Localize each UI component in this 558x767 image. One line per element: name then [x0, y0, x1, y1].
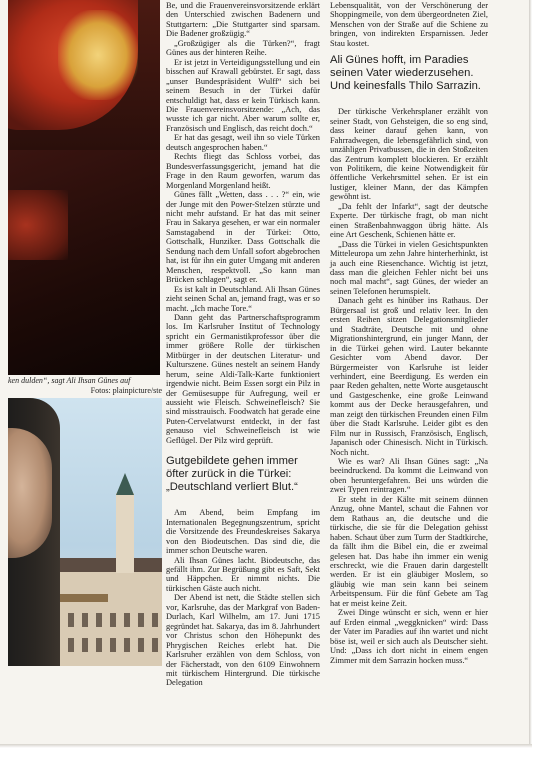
photo-window	[138, 613, 144, 627]
paragraph: Der türkische Verkehrsplaner erzählt von seiner Stadt, von Gehsteigen, die so eng sind, dass keiner darauf gehen kann, von Fahrradwegen, die lebensgefährlich sind, von unzähligen Privatbussen, die in den Stoßzeiten das Zentrum komplett blockieren. Er erzählt von Politikern, die keine Notwendigkeit für öffentliche Verkehrsmittel sehen. Er ist ein lustiger, kleiner Mann, der das Kämpfen gewöhnt ist.	[330, 107, 488, 202]
photo-red-glow	[8, 190, 68, 260]
paragraph: Er ist jetzt in Verteidigungsstellung und ein bisschen auf Krawall gebürstet. Er sagt, dass „unser Bundespräsident Wulff“ sich bei seinem Besuch in der Türkei dafür entschuldigt hat, dass er kein Türkisch kann. Die Frauenvereinsvorsitzende: „Ach, das wusste ich gar nicht. Aber warum sollte er, Französisch und Englisch, das reicht doch.“	[166, 57, 320, 133]
photo-window	[124, 638, 130, 652]
paragraph: Lebensqualität, von der Verschönerung der Shoppingmeile, von dem übergeordneten Ziel, Menschen von der Straße auf die Schiene zu bringen, von indirekten Ersparnissen. Jeder Stau kostet.	[330, 1, 488, 48]
photo-window	[68, 613, 74, 627]
photo-caption	[8, 376, 162, 398]
paragraph: Danach geht es hinüber ins Rathaus. Der Bürgersaal ist groß und relativ leer. In den ersten Reihen sitzen Delegationsmitglieder und Stadträte, Deutsche mit und ohne Migrationshintergrund, ein junger Mann, der in die Türkei gehen wird. Lauter bekannte Gesichter vom Abend davor. Der Bürgermeister von Karlsruhe ist leider verhindert, eine Beerdigung. Es werden ein paar Reden gehalten, nette Worte ausgetauscht und Gastgeschenke, eine große Leinwand kommt aus der Decke herausgefahren, und man zeigt den türkischen Freunden einen Film über die Stadt Karlsruhe. Leider gibt es den Film nur in Russisch, Französisch, Englisch, Japanisch oder Chinesisch. Nicht in Türkisch. Noch nicht.	[330, 296, 488, 457]
photo-window	[96, 638, 102, 652]
paragraph: „Dass die Türkei in vielen Gesichtspunkten Mitteleuropa um zehn Jahre hinterherhinkt, ist ja auch eine Riesenchance. Wichtig ist jetzt, dass man die gleichen Fehler nicht bei uns noch mal macht“, sagt Günes, der wieder an seinen Telefonen herumspielt.	[330, 239, 488, 296]
photo-top	[8, 0, 160, 375]
paragraph: Be, und die Frauenvereinsvorsitzende erklärt den Unterschied zwischen Badenern und Stuttgartern: „Die Stuttgarter sind sparsam. Die Badener großzügig.“	[166, 1, 320, 39]
paragraph: Der Abend ist nett, die Städte stellen sich vor, Karlsruhe, das der Markgraf von Baden-Durlach, Karl Wilhelm, am 17. Juni 1715 gegründet hat. Sakarya, das im 8. Jahrhundert vor Christus schon den Höhepunkt des Phrygischen Reiches erlebt hat. Die Karlsruher erzählen von dem Schloss, von der Fächerstadt, von den 6109 Einwohnern mit türkischem Hintergrund. Die türkische Delegation	[166, 593, 320, 688]
paragraph: „Großzügiger als die Türken?“, fragt Günes aus der hinteren Reihe.	[166, 38, 320, 58]
photo-window	[152, 613, 158, 627]
photo-window	[124, 613, 130, 627]
article-column-2	[166, 1, 320, 688]
photo-window	[138, 638, 144, 652]
paragraph: Günes fällt „Wetten, dass . . . ?“ ein, wie der Junge mit den Power-Stelzen stürzte und nicht mehr aufstand. Er hat das mit seiner Frau in Sakarya gesehen, er war ein normaler Samstagabend in der Türkei: Otto, Gottschalk, Hunziker. Dass Gottschalk die Sendung nach dem Unfall sofort abgebrochen hat, ist für ihn ein guter Umgang mit anderen Menschen, respektvoll. „So kann man Brücken schlagen“, sagt er.	[166, 190, 320, 285]
paragraph: Es ist kalt in Deutschland. Ali Ihsan Günes zieht seinen Schal an, jemand fragt, was er so macht. „Ich mache Tore.“	[166, 284, 320, 313]
paragraph: Er hat das gesagt, weil ihn so viele Türken deutsch angesprochen haben.“	[166, 133, 320, 152]
photo-window	[110, 613, 116, 627]
photo-window	[82, 613, 88, 627]
paragraph: Zwei Dinge wünscht er sich, wenn er hier auf Erden einmal „weggknicken“ wird: Dass der Vater im Paradies auf ihn wartet und nicht böse ist, weil er sich auch als Deutscher sieht. Und: „Dass ich dort nicht in einem engen Zimmer mit dem Sarrazin hocken muss.“	[330, 608, 488, 665]
subheading: Gutgebildete gehen immer öfter zurück in die Türkei: „Deutschland verliert Blut.“	[166, 455, 298, 494]
photo-sign	[54, 594, 108, 602]
photo-window	[82, 638, 88, 652]
subheading: Ali Günes hofft, im Paradies seinen Vater wiederzusehen. Und keinesfalls Thilo Sarrazin.	[330, 54, 481, 93]
photo-window	[110, 638, 116, 652]
photo-man-face	[8, 428, 52, 558]
photo-spire	[116, 473, 134, 495]
photo-tower	[116, 493, 134, 573]
photo-window	[152, 638, 158, 652]
paragraph: Wie es war? Ali Ihsan Günes sagt: „Na beeindruckend. Da kommt die Leinwand von oben heruntergefahren. Bei uns würden die zwei Typen reintragen.“	[330, 457, 488, 495]
photo-dark-area	[8, 150, 160, 375]
caption-text: ken dulden“, sagt Ali Ihsan Günes auf	[8, 376, 131, 385]
photo-building	[48, 568, 162, 666]
photo-light-flare	[58, 10, 138, 100]
photo-window	[96, 613, 102, 627]
paragraph: Dann geht das Partnerschaftsprogramm los. Im Karlsruher Institut of Technology spricht ein Germanistikprofessor über die immer größere Rolle der türkischen Mitbürger in der deutschen Literatur- und Kulturszene. Günes nestelt an seinem Handy herum, seine Aldi-Talk-Karte funktioniert irgendwie nicht. Beim Essen sorgt ein Pilz in der Gemüsesuppe für Aufregung, weil er aussieht wie Fleisch. Schweinefleisch? Sie sind misstrauisch. Foodwatch hat gerade eine Puten-Cervelatwurst entdeckt, in der fast genauso viel Schweinefleisch ist wie Geflügel. Der Pilz wird geprüft.	[166, 312, 320, 445]
photo-credit: Fotos: plainpicture/ste	[90, 386, 162, 395]
photo-roof	[48, 558, 162, 572]
paragraph: Ali Ihsan Günes lacht. Biodeutsche, das gefällt ihm. Zur Begrüßung gibt es Saft, Sekt und Häppchen. Er nimmt nichts. Die türkischen Gäste auch nicht.	[166, 555, 320, 593]
paragraph: Am Abend, beim Empfang im Internationalen Begegnungszentrum, spricht die Vorsitzende des Freundeskreises Sakarya von den Biodeutschen. Das sind die, die immer schon Deutsche waren.	[166, 508, 320, 556]
paragraph: „Da fehlt der Infarkt“, sagt der deutsche Experte. Der türkische fragt, ob man nicht einen Straßenbahnwaggon übrig hätte. Als eine Art Geschenk, Schienen hätte er.	[330, 201, 488, 240]
page-bottom-shadow	[0, 744, 532, 748]
paragraph: Er steht in der Kälte mit seinem dünnen Anzug, ohne Mantel, schaut die Fahnen vor dem Rathaus an, die deutsche und die türkische, die sie für die Delegation gehisst haben. Schaut über zum Turm der Stadtkirche, da fällt ihm die Bibel ein, die er zweimal gelesen hat. Das habe ihn immer ein wenig erschreckt, wie die Frauen darin dargestellt werden. Er ist ein gläubiger Moslem, so gläubig wie man sein kann bei seinem Arbeitspensum. Für die fünf Gebete am Tag hat er meist keine Zeit.	[330, 494, 488, 608]
photo-window	[68, 638, 74, 652]
article-column-3	[330, 1, 488, 665]
paragraph: Rechts fliegt das Schloss vorbei, das Bundesverfassungsgericht, jemand hat die Frage in den Raum geworfen, warum das Morgenland Morgenland heißt.	[166, 152, 320, 190]
photo-bottom	[8, 398, 162, 666]
page-edge-shadow	[529, 0, 532, 745]
